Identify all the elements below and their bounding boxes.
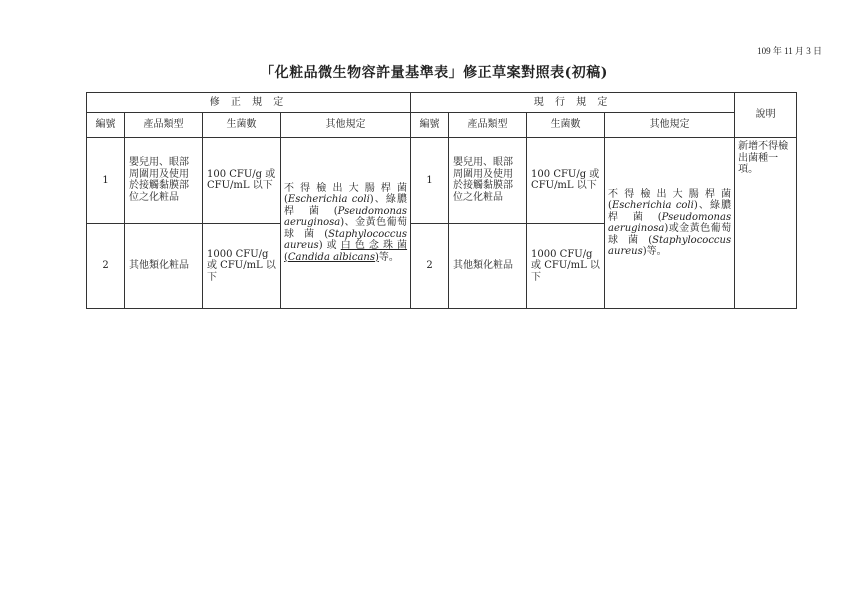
current-col-type: 產品類型 — [449, 113, 527, 138]
current-no-cell — [411, 138, 449, 309]
amended-other-p9: Candida albicans — [287, 251, 375, 263]
current-row-1-type: 嬰兒用、眼部周圍用及使用於接觸黏膜部位之化粧品 — [453, 157, 514, 203]
amended-no-cell — [87, 138, 125, 309]
amended-row-2-no: 2 — [87, 223, 124, 309]
amended-other-p11: 等。 — [378, 251, 399, 263]
amended-other-p1: 不得檢出大腸桿菌 — [284, 182, 408, 194]
current-col-no: 編號 — [411, 113, 449, 138]
current-other-p3: )、綠膿桿菌( — [608, 200, 732, 223]
current-row-1-count: 100 CFU/g 或 CFU/mL 以下 — [531, 168, 600, 192]
current-row-2-type: 其他類化粧品 — [449, 223, 526, 309]
amended-count-cell — [203, 138, 281, 309]
amended-other-p6: Staphylococcus aureus — [284, 228, 408, 252]
amended-other-p10: ) — [375, 251, 379, 263]
comparison-table — [86, 92, 797, 309]
amended-col-no: 編號 — [87, 113, 125, 138]
current-other-text — [605, 138, 735, 309]
current-row-1-no: 1 — [426, 174, 433, 186]
comparison-table-container — [86, 92, 796, 306]
amended-other-p8: 白色念珠菌( — [284, 240, 408, 263]
amended-row-2-count: 1000 CFU/g 或 CFU/mL 以下 — [203, 223, 280, 309]
amended-group-header: 修 正 規 定 — [87, 93, 411, 113]
current-group-header: 現 行 規 定 — [411, 93, 735, 113]
amended-other-p7: )或 — [318, 240, 341, 252]
document-date: 109 年 11 月 3 日 — [757, 46, 822, 56]
current-other-p6: Staphylococcus aureus — [608, 234, 732, 257]
amended-row-2-type: 其他類化粧品 — [125, 223, 202, 309]
current-other-p5: )或金黃色葡萄球菌( — [608, 223, 732, 246]
amended-col-type: 產品類型 — [125, 113, 203, 138]
amended-row-1-count: 100 CFU/g 或 CFU/mL 以下 — [207, 168, 276, 192]
note-text: 新增不得檢出菌種一項。 — [735, 138, 797, 309]
current-type-cell — [449, 138, 527, 309]
current-row-2-count: 1000 CFU/g 或 CFU/mL 以下 — [527, 223, 604, 309]
current-other-p2: Escherichia coli — [611, 200, 694, 211]
amended-type-cell — [125, 138, 203, 309]
document-title: 「化粧品微生物容許量基準表」修正草案對照表(初稿) — [260, 65, 608, 81]
current-col-other: 其他規定 — [605, 113, 735, 138]
amended-other-p5: )、金黃色葡萄球菌( — [284, 217, 408, 240]
amended-row-1-type: 嬰兒用、眼部周圍用及使用於接觸黏膜部位之化粧品 — [129, 157, 189, 203]
current-other-p7: )等。 — [642, 246, 667, 257]
amended-other-p4: Pseudomonas aeruginosa — [284, 205, 408, 229]
current-other-p1: 不得檢出大腸桿菌( — [608, 188, 732, 211]
amended-col-count: 生菌數 — [203, 113, 281, 138]
current-col-count: 生菌數 — [527, 113, 605, 138]
amended-other-text: 不得檢出大腸桿菌(Escherichia coli)、綠膿桿菌(Pseudomonas aeruginosa)、金黃色葡萄球菌(Staphylococcus aureus)或白色念珠菌(Candida albicans)等。 — [281, 138, 411, 309]
current-count-cell — [527, 138, 605, 309]
amended-other-p2: Escherichia coli — [287, 194, 370, 206]
note-header: 說明 — [735, 93, 797, 138]
amended-col-other: 其他規定 — [281, 113, 411, 138]
current-row-2-no: 2 — [411, 223, 448, 309]
amended-other-p3: )、綠膿桿菌( — [284, 194, 408, 217]
amended-row-1-no: 1 — [102, 174, 109, 186]
current-other-p4: Pseudomonas aeruginosa — [608, 211, 732, 234]
